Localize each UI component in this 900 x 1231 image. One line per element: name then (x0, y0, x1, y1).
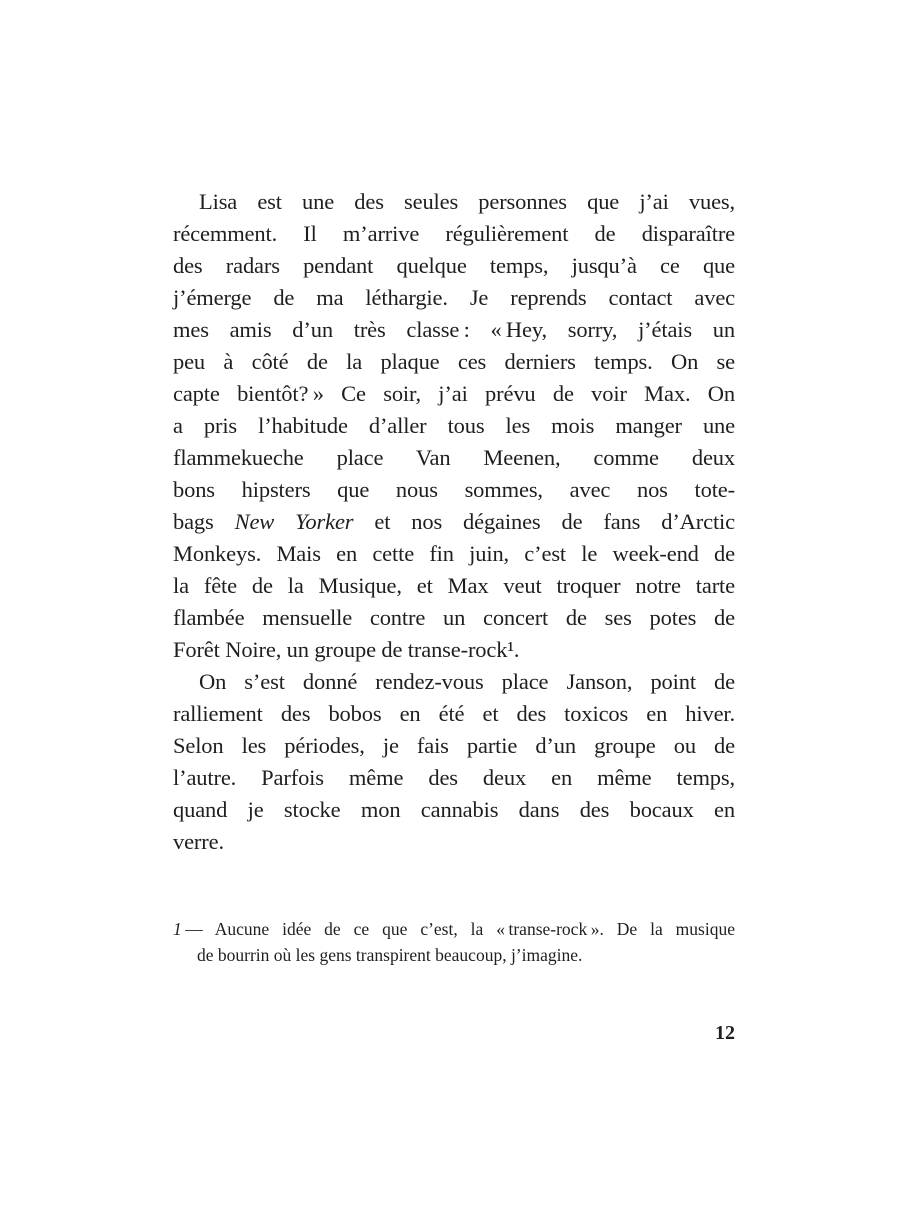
text-line: verre. (173, 829, 224, 854)
text-line: bons hipsters que nous sommes, avec nos tote- (173, 477, 735, 502)
page-number: 12 (715, 1022, 735, 1044)
footnote-line (173, 916, 735, 942)
footnote (173, 916, 735, 968)
text-line: récemment. Il m’arrive régulièrement de disparaître (173, 221, 735, 246)
text-line: flammekueche place Van Meenen, comme deux (173, 445, 735, 470)
footnote-line: de bourrin où les gens transpirent beaucoup, j’imagine. (197, 945, 583, 965)
footnote-marker: 1 (173, 919, 182, 939)
text-line: flambée mensuelle contre un concert de ses potes de (173, 605, 735, 630)
text-line: capte bientôt? » Ce soir, j’ai prévu de voir Max. On (173, 381, 735, 406)
text-line: a pris l’habitude d’aller tous les mois manger une (173, 413, 735, 438)
text-line: mes amis d’un très classe : « Hey, sorry, j’étais un (173, 317, 735, 342)
text-line: Forêt Noire, un groupe de transe-rock¹. (173, 637, 520, 662)
text-line: Lisa est une des seules personnes que j’ai vues, (199, 189, 735, 214)
text-line: l’autre. Parfois même des deux en même temps, (173, 765, 735, 790)
text-line: des radars pendant quelque temps, jusqu’à ce que (173, 253, 735, 278)
text-line: Selon les périodes, je fais partie d’un groupe ou de (173, 733, 735, 758)
text-run: et nos dégaines de fans d’Arctic (353, 509, 735, 534)
text-line: Monkeys. Mais en cette fin juin, c’est le week-end de (173, 541, 735, 566)
text-line: quand je stocke mon cannabis dans des bocaux en (173, 797, 735, 822)
footnote-text: — Aucune idée de ce que c’est, la « transe-rock ». De la musique (181, 919, 735, 939)
text-line: ralliement des bobos en été et des toxicos en hiver. (173, 701, 735, 726)
text-line: la fête de la Musique, et Max veut troquer notre tarte (173, 573, 735, 598)
body-text (173, 186, 735, 858)
text-line: peu à côté de la plaque ces derniers temps. On se (173, 349, 735, 374)
text-line: j’émerge de ma léthargie. Je reprends contact avec (173, 285, 735, 310)
text-line: On s’est donné rendez-vous place Janson, point de (199, 669, 735, 694)
text-run: bags (173, 509, 235, 534)
text-line (173, 506, 735, 538)
italic-book-title: New Yorker (234, 509, 354, 534)
